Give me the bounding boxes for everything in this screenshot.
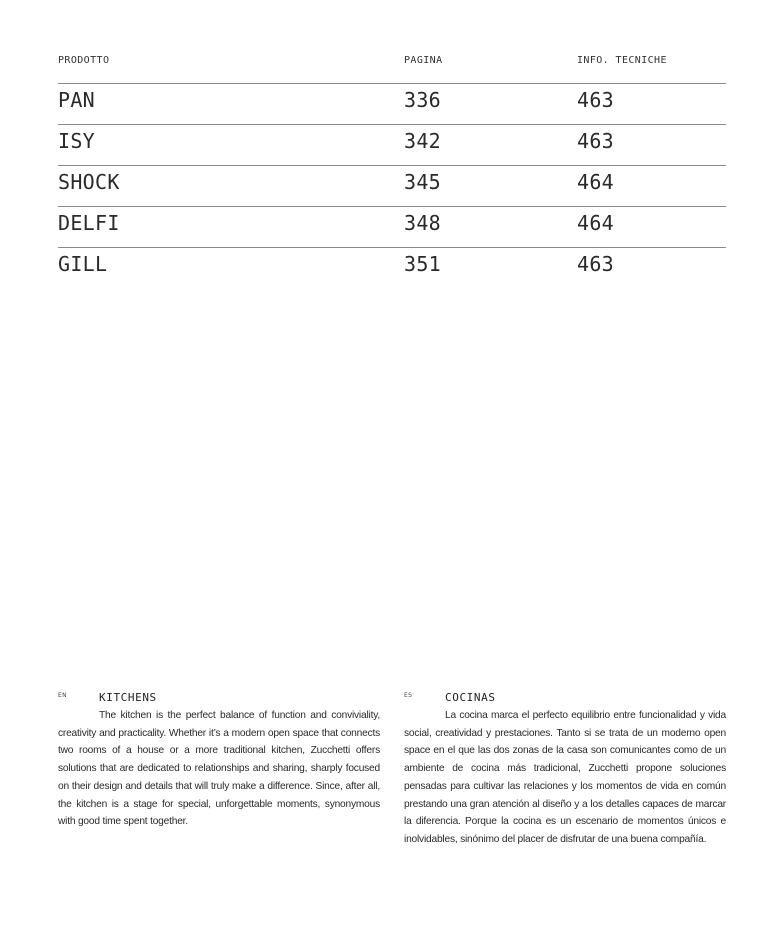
tech-page-number: 463 bbox=[577, 252, 615, 276]
body-text-es: La cocina marca el perfecto equilibrio entre funcionalidad y vida social, creatividad y prestaciones. Tanto si se trata de un moderno open space en el que las dos zonas de la casa son comunicantes como de un ambiente de cocina más tradicional, Zucchetti propone soluciones pensadas para cultivar las relaciones y los momentos de vida en común prestando una gran atención al diseño y a los detalles capaces de marcar la diferencia. Porque la cocina es un escenario de momentos únicos e inolvidables, sinónimo del placer de disfrutar de una buena compañía. bbox=[404, 710, 726, 845]
table-header bbox=[58, 55, 726, 69]
page-number: 351 bbox=[404, 252, 442, 276]
product-name: ISY bbox=[58, 129, 96, 153]
header-product: PRODOTTO bbox=[58, 55, 110, 66]
tech-page-number: 463 bbox=[577, 129, 615, 153]
section-title-en: KITCHENS bbox=[99, 691, 157, 704]
product-name: GILL bbox=[58, 252, 108, 276]
header-page: PAGINA bbox=[404, 55, 443, 66]
table-row bbox=[58, 83, 726, 125]
header-tech-info: INFO. TECNICHE bbox=[577, 55, 667, 66]
table-row bbox=[58, 124, 726, 166]
page-number: 348 bbox=[404, 211, 442, 235]
product-name: DELFI bbox=[58, 211, 120, 235]
table-row bbox=[58, 206, 726, 248]
body-text-en: The kitchen is the perfect balance of function and conviviality, creativity and practicality. Whether it’s a modern open space that connects two rooms of a house or a more traditional kitchen, Zucchetti offers solutions that are dedicated to relationships and sharing, sharply focused on their design and details that will truly make a difference. Since, after all, the kitchen is a stage for special, unforgettable moments, synonymous with good time spent together. bbox=[58, 710, 380, 828]
table-row bbox=[58, 165, 726, 207]
section-title-es: COCINAS bbox=[445, 691, 496, 704]
page-number: 342 bbox=[404, 129, 442, 153]
product-name: SHOCK bbox=[58, 170, 120, 194]
language-label-es: ES bbox=[404, 692, 413, 699]
product-name: PAN bbox=[58, 88, 96, 112]
tech-page-number: 464 bbox=[577, 170, 615, 194]
page-number: 336 bbox=[404, 88, 442, 112]
tech-page-number: 464 bbox=[577, 211, 615, 235]
page-number: 345 bbox=[404, 170, 442, 194]
tech-page-number: 463 bbox=[577, 88, 615, 112]
table-row bbox=[58, 247, 726, 289]
language-label-en: EN bbox=[58, 692, 67, 699]
